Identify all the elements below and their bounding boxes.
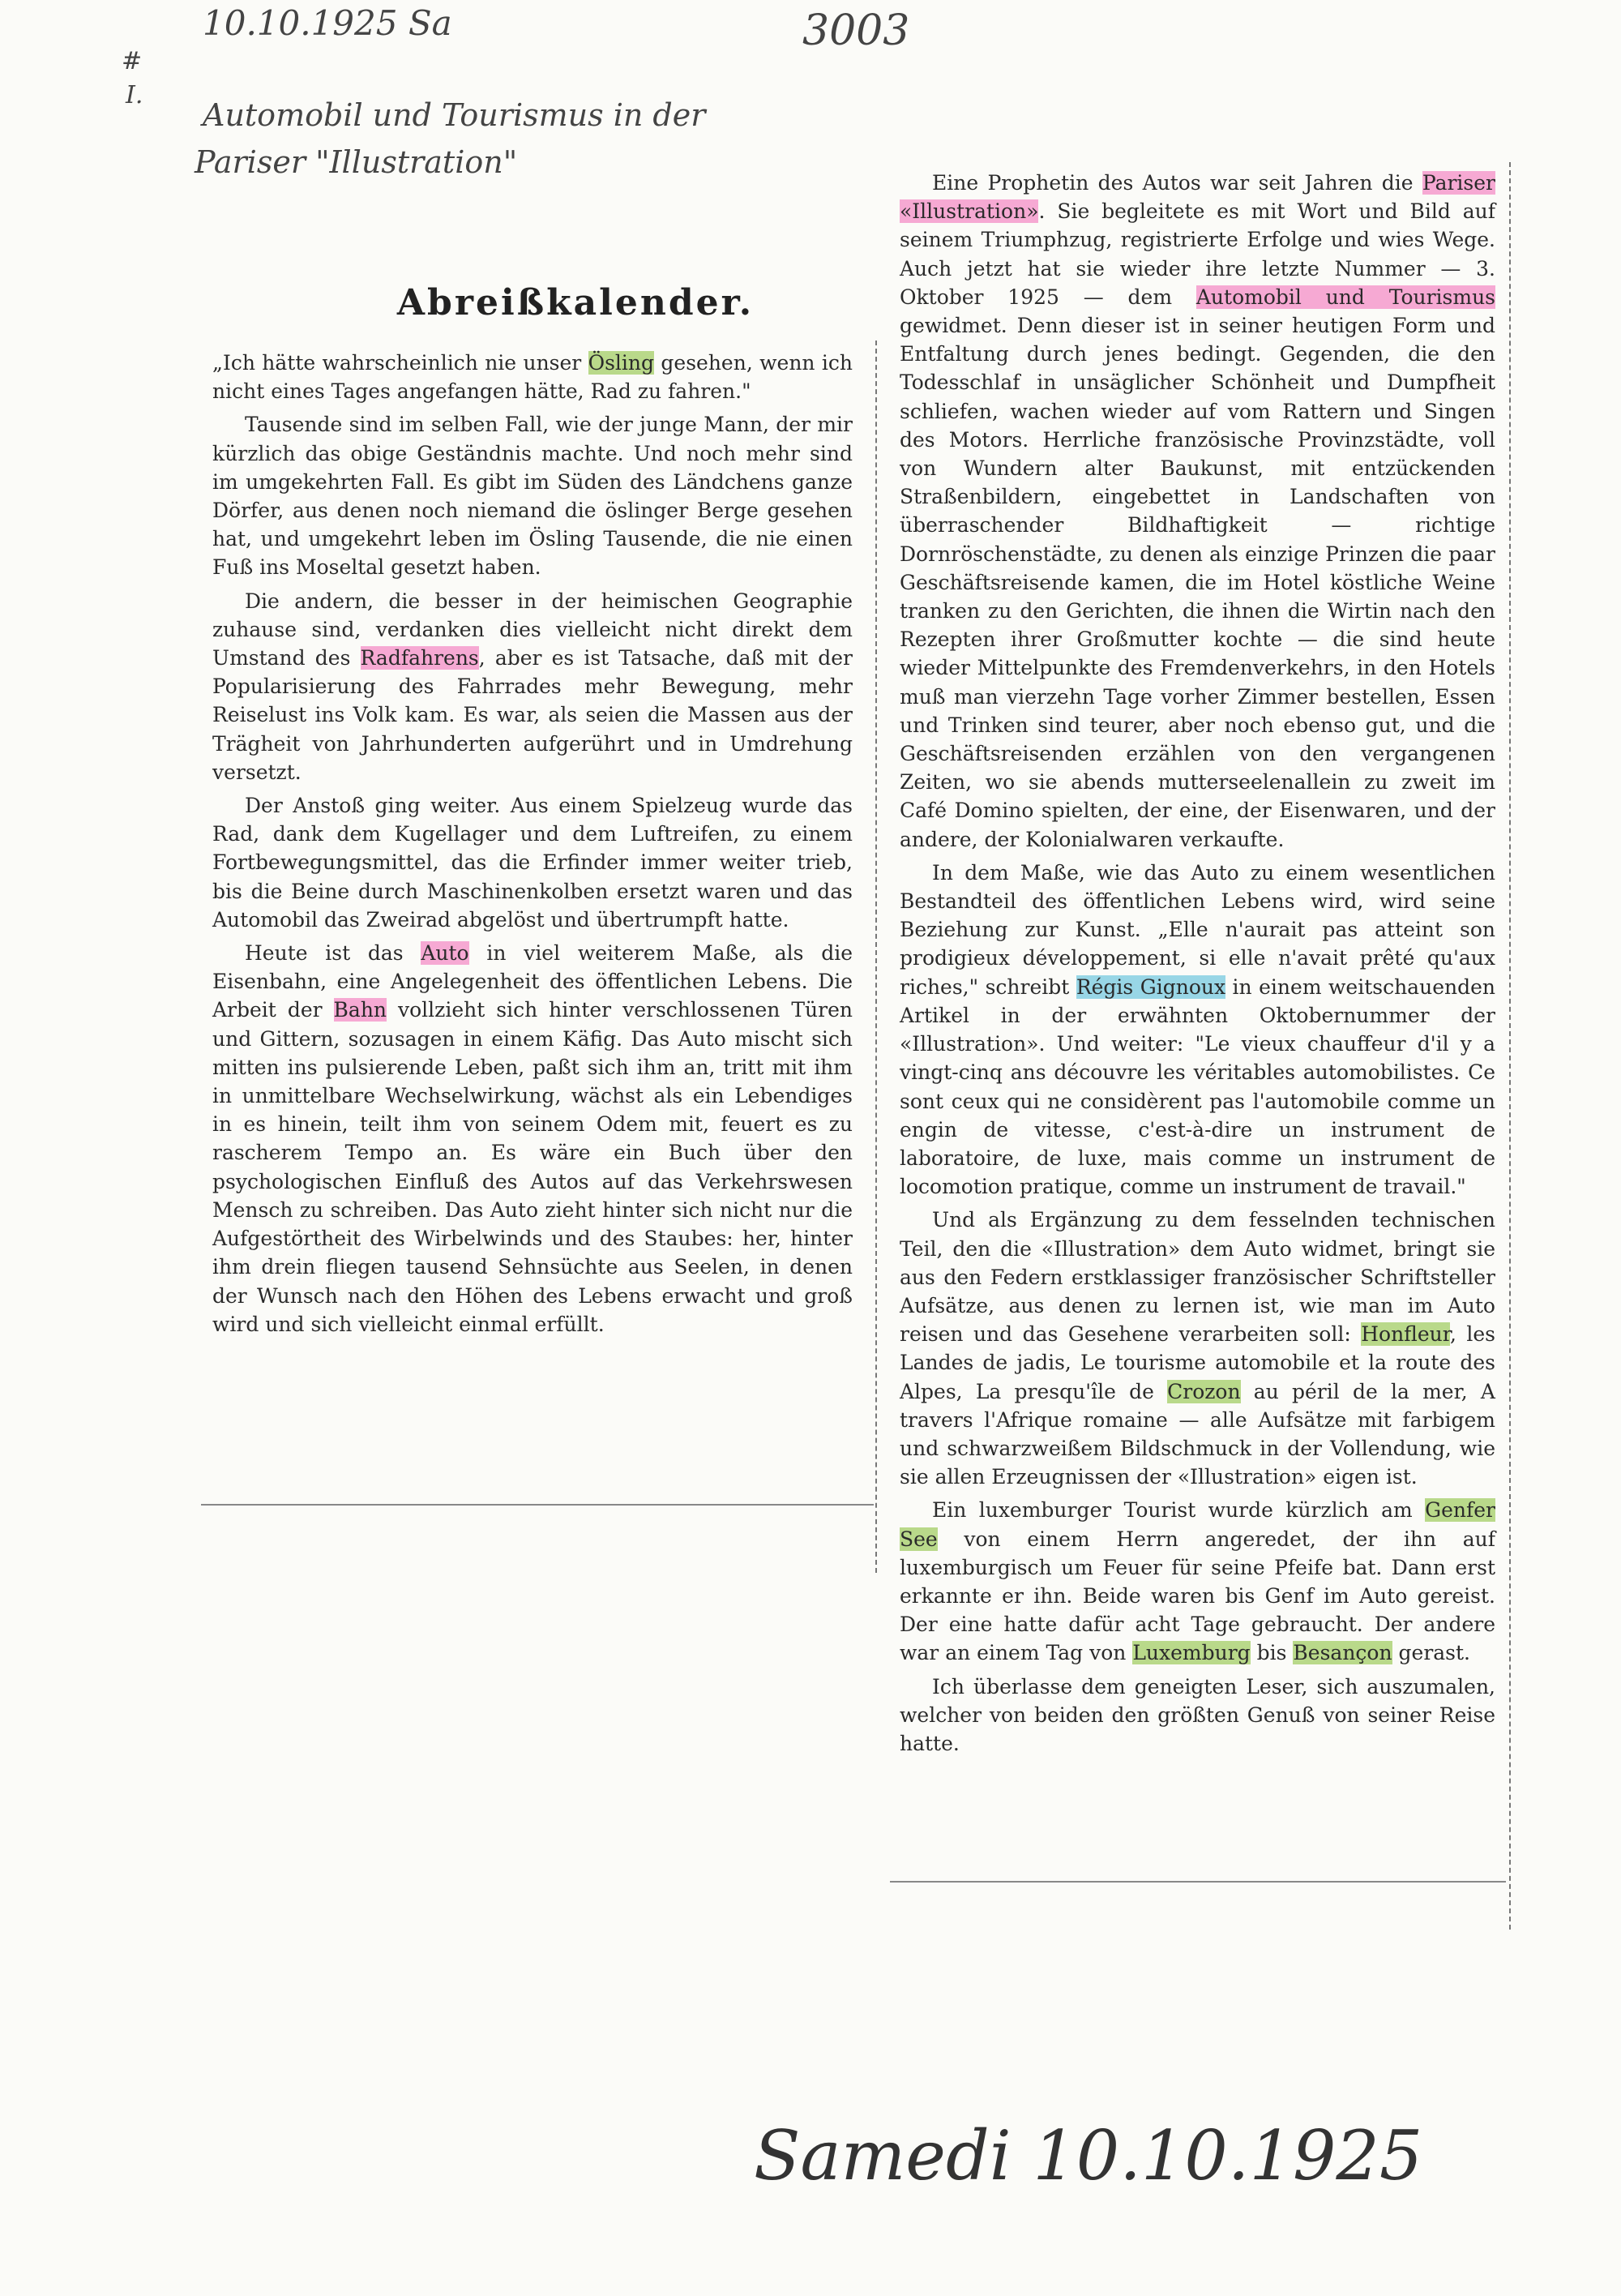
highlight-automobil-tourismus: Automobil und Tourismus xyxy=(1195,285,1496,309)
text-run: Die andern, die besser in der heimischen Geographie zuhause sind, verdanken dies vielleicht nicht direkt dem Umstand des xyxy=(212,589,853,670)
handwritten-date-bottom: Samedi 10.10.1925 xyxy=(754,2116,1423,2195)
paragraph: Tausende sind im selben Fall, wie der junge Mann, der mir kürzlich das obige Geständnis machte. Und noch mehr sind im umgekehrten Fall. Es gibt im Süden des Ländchens ganze Dörfer, aus denen noch niemand die öslinger Berge gesehen hat, und umgekehrt leben im Ösling Tausende, die nie einen Fuß ins Moseltal gesetzt haben. xyxy=(212,413,853,580)
article-column-right xyxy=(900,169,1495,1758)
text-run: in viel weiterem Maße, als die Eisenbahn, eine Angelegenheit des öffentlichen Lebens. Die Arbeit der xyxy=(212,941,853,1022)
paragraph xyxy=(900,1206,1495,1491)
paragraph xyxy=(212,939,853,1339)
highlight-radfahrens: Radfahrens xyxy=(360,646,479,670)
text-run: gewidmet. Denn dieser ist in seiner heutigen Form und Entfaltung durch jenes bedingt. Gegenden, die den Todesschlaf in unsäglicher Schönheit und Dumpfheit schliefen, wachen wieder auf vom Rattern und Singen des Motors. Herrliche französische Provinzstädte, voll von Wundern alter Baukunst, mit entzückenden Straßenbildern, eingebettet in Landschaften von überraschender Bildhaftigkeit — richtige Dornröschenstädte, zu denen als einzige Prinzen die paar Geschäftsreisende kamen, die im Hotel köstliche Weine tranken zu den Gerichten, die ihnen die Wirtin nach den Rezepten ihrer Großmutter kochte — die sind heute wieder Mittelpunkte des Fremdenverkehrs, in den Hotels muß man vierzehn Tage vorher Zimmer bestellen, Essen und Trinken sind teurer, aber noch ebenso gut, und die Geschäftsreisenden erzählen von den vergangenen Zeiten, wo sie abends mutterseelenallein zu zweit im Café Domino spielten, der eine, der Eisenwaren, und der andere, der Kolonialwaren verkaufte. xyxy=(900,314,1495,851)
highlight-genfer-see: Genfer See xyxy=(900,1498,1495,1551)
handwritten-topic-line-1: Automobil und Tourismus in der xyxy=(203,97,706,133)
text-run: Ein luxemburger Tourist wurde kürzlich am xyxy=(932,1498,1426,1523)
text-run: gerast. xyxy=(1392,1641,1471,1665)
highlight-besancon: Besançon xyxy=(1293,1641,1392,1665)
paragraph-quote xyxy=(212,349,853,405)
text-run: vollzieht sich hinter verschlossenen Türen und Gittern, sozusagen in einem Käfig. Das Auto mischt sich mitten ins pulsierende Leben, paßt sich ihm an, tritt mit ihm in unmittelbare Wechselwirkung, wächst als ein Lebendiges in es hinein, teilt ihm von seinem Odem mit, feuert es zu rascherem Tempo an. Es wäre ein Buch über den psychologischen Einfluß des Autos auf das Verkehrswesen Mensch zu schreiben. Das Auto zieht hinter sich nicht nur die Aufgestörtheit des Wirbelwinds und des Staubes: her, hinter ihm drein fliegen tausend Sehnsüchte aus Seelen, in denen der Wunsch nach den Höhen des Lebens erwacht und groß wird und sich vielleicht einmal erfüllt. xyxy=(212,998,853,1336)
handwritten-date-top: 10.10.1925 Sa xyxy=(203,3,452,43)
highlight-crozon: Crozon xyxy=(1167,1379,1241,1403)
clipping-bottom-edge-right xyxy=(890,1881,1506,1883)
column-separator-right xyxy=(1509,162,1511,1930)
clipping-bottom-edge-left xyxy=(201,1504,874,1506)
handwritten-topic-line-2: Pariser "Illustration" xyxy=(195,144,518,180)
text-run: in einem weitschauenden Artikel in der erwähnten Oktobernummer der «Illustration». Und weiter: "Le vieux chauffeur d'il y a vingt-cinq ans découvre les véritables automobilistes. Ce sont ceux qui ne considèrent pas l'automobile comme un engin de vitesse, c'est-à-dire un instrument de laboratoire, de luxe, mais comme un instrument de locomotion pratique, comme un instrument de travail." xyxy=(900,975,1495,1199)
highlight-regis-gignoux: Régis Gignoux xyxy=(1076,975,1226,999)
highlight-luxemburg: Luxemburg xyxy=(1132,1641,1251,1665)
highlight-bahn: Bahn xyxy=(333,998,387,1022)
handwritten-margin-mark: # xyxy=(122,47,143,75)
handwritten-archive-number: 3003 xyxy=(802,6,910,55)
text-run: , aber es ist Tatsache, daß mit der Popularisierung des Fahrrades mehr Bewegung, mehr Reiselust ins Volk kam. Es war, als seien die Massen aus der Trägheit von Jahrhunderten aufgerührt und in Umdrehung versetzt. xyxy=(212,646,853,784)
paragraph xyxy=(900,1496,1495,1667)
paragraph: Der Anstoß ging weiter. Aus einem Spielzeug wurde das Rad, dank dem Kugellager und dem Luftreifen, zu einem Fortbewegungsmittel, das die Erfinder immer weiter trieb, bis die Beine durch Maschinenkolben ersetzt waren und das Automobil das Zweirad abgelöst und übertrumpft hatte. xyxy=(212,794,853,932)
text-run: Heute ist das xyxy=(245,941,421,966)
handwritten-margin-numeral: I. xyxy=(126,81,143,109)
highlight-honfleur: Honfleur xyxy=(1361,1322,1450,1347)
paragraph xyxy=(900,169,1495,854)
article-title: Abreißkalender. xyxy=(396,282,755,323)
text-run: , les Landes de jadis, Le tourisme automobile et la route des Alpes, La presqu'île de xyxy=(900,1322,1495,1403)
text-run: Eine Prophetin des Autos war seit Jahren die xyxy=(932,171,1422,195)
paragraph xyxy=(900,859,1495,1201)
paragraph xyxy=(212,587,853,786)
text-run: In dem Maße, wie das Auto zu einem wesentlichen Bestandteil des öffentlichen Lebens wird, wird seine Beziehung zur Kunst. „Elle n'aurait pas atteint son prodigieux développement, si elle n'avait prêté qu'aux riches," schreibt xyxy=(900,860,1495,999)
text-run: von einem Herrn angeredet, der ihn auf luxemburgisch um Feuer für seine Pfeife bat. Dann erst erkannte er ihn. Beide waren bis Genf im Auto gereist. Der eine hatte dafür acht Tage gebraucht. Der andere war an einem Tag von xyxy=(900,1527,1495,1665)
text-run: Und als Ergänzung zu dem fesselnden technischen Teil, den die «Illustration» dem Auto widmet, bringt sie aus den Federn erstklassiger französischer Schriftsteller Aufsätze, aus denen zu lernen ist, wie man im Auto reisen und das Gesehene verarbeiten soll: xyxy=(900,1208,1495,1347)
text-run: „Ich hätte wahrscheinlich nie unser xyxy=(212,351,588,375)
text-run: . Sie begleitete es mit Wort und Bild auf seinem Triumphzug, registrierte Erfolge und wies Wege. Auch jetzt hat sie wieder ihre letzte Nummer — 3. Oktober 1925 — dem xyxy=(900,199,1495,309)
highlight-auto: Auto xyxy=(421,941,469,966)
text-run: bis xyxy=(1250,1641,1294,1665)
highlight-pariser-illustration: Pariser «Illustration» xyxy=(900,171,1495,224)
paragraph: Ich überlasse dem geneigten Leser, sich auszumalen, welcher von beiden den größten Genuß von seiner Reise hatte. xyxy=(900,1674,1495,1755)
column-separator-left xyxy=(875,341,877,1573)
article-column-left xyxy=(212,349,853,1339)
highlight-osling: Ösling xyxy=(588,351,655,375)
text-run: au péril de la mer, A travers l'Afrique romaine — alle Aufsätze mit farbigem und schwarzweißem Bildschmuck in der Vollendung, wie sie allen Erzeugnissen der «Illustration» eigen ist. xyxy=(900,1379,1495,1489)
text-run: gesehen, wenn ich nicht eines Tages angefangen hätte, Rad zu fahren." xyxy=(212,351,853,404)
